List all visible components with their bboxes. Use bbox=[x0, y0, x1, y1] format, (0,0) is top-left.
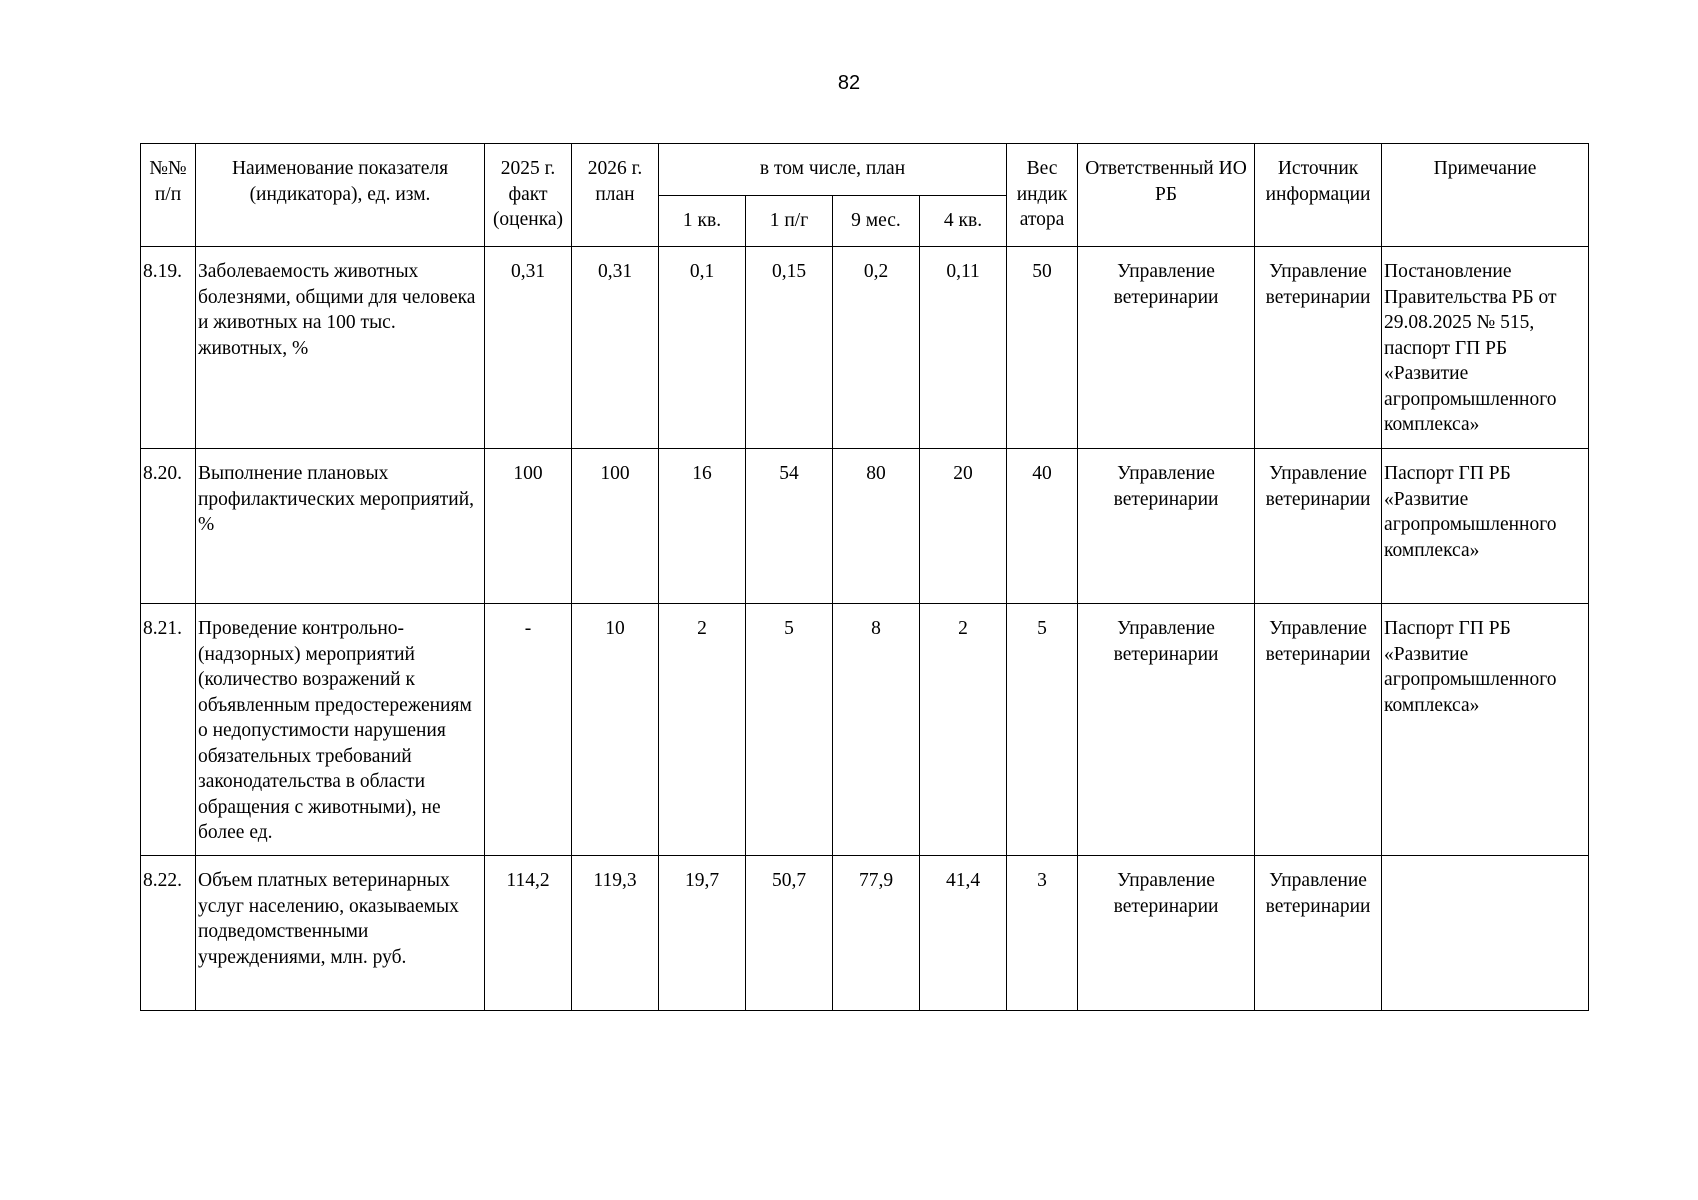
row-9m: 8 bbox=[833, 604, 920, 856]
header-note: Примечание bbox=[1382, 144, 1589, 247]
row-9m: 77,9 bbox=[833, 856, 920, 1011]
row-q1: 19,7 bbox=[659, 856, 746, 1011]
row-plan-2026: 0,31 bbox=[572, 247, 659, 449]
row-responsible: Управление ветеринарии bbox=[1078, 247, 1255, 449]
row-9m: 80 bbox=[833, 449, 920, 604]
row-name: Выполнение плановых профилактических мероприятий, % bbox=[196, 449, 485, 604]
header-source: Источник информации bbox=[1255, 144, 1382, 247]
row-responsible: Управление ветеринарии bbox=[1078, 856, 1255, 1011]
table-header-row bbox=[141, 144, 1589, 196]
header-name: Наименование показателя (индикатора), ед. изм. bbox=[196, 144, 485, 247]
row-source: Управление ветеринарии bbox=[1255, 449, 1382, 604]
row-plan-2026: 100 bbox=[572, 449, 659, 604]
row-q1: 16 bbox=[659, 449, 746, 604]
table-row bbox=[141, 247, 1589, 449]
row-name: Заболеваемость животных болезнями, общими для человека и животных на 100 тыс. животных, % bbox=[196, 247, 485, 449]
row-9m: 0,2 bbox=[833, 247, 920, 449]
row-fact-2025: 114,2 bbox=[485, 856, 572, 1011]
row-plan-2026: 10 bbox=[572, 604, 659, 856]
row-num: 8.22. bbox=[141, 856, 196, 1011]
row-responsible: Управление ветеринарии bbox=[1078, 449, 1255, 604]
row-plan-2026: 119,3 bbox=[572, 856, 659, 1011]
row-fact-2025: 0,31 bbox=[485, 247, 572, 449]
row-source: Управление ветеринарии bbox=[1255, 604, 1382, 856]
header-weight: Вес индик атора bbox=[1007, 144, 1078, 247]
header-num: №№ п/п bbox=[141, 144, 196, 247]
row-num: 8.19. bbox=[141, 247, 196, 449]
header-q1: 1 кв. bbox=[659, 196, 746, 247]
row-weight: 40 bbox=[1007, 449, 1078, 604]
row-h1: 0,15 bbox=[746, 247, 833, 449]
row-note: Постановление Правительства РБ от 29.08.2025 № 515, паспорт ГП РБ «Развитие агропромышленного комплекса» bbox=[1382, 247, 1589, 449]
header-including-plan: в том числе, план bbox=[659, 144, 1007, 196]
row-fact-2025: 100 bbox=[485, 449, 572, 604]
row-q4: 0,11 bbox=[920, 247, 1007, 449]
row-q1: 0,1 bbox=[659, 247, 746, 449]
row-num: 8.20. bbox=[141, 449, 196, 604]
row-source: Управление ветеринарии bbox=[1255, 856, 1382, 1011]
header-h1: 1 п/г bbox=[746, 196, 833, 247]
row-q4: 20 bbox=[920, 449, 1007, 604]
page-number: 82 bbox=[837, 72, 861, 94]
row-h1: 54 bbox=[746, 449, 833, 604]
table-row bbox=[141, 449, 1589, 604]
header-q4: 4 кв. bbox=[920, 196, 1007, 247]
indicators-table bbox=[140, 143, 1589, 1011]
row-q4: 41,4 bbox=[920, 856, 1007, 1011]
row-source: Управление ветеринарии bbox=[1255, 247, 1382, 449]
header-9m: 9 мес. bbox=[833, 196, 920, 247]
header-fact-2025: 2025 г. факт (оценка) bbox=[485, 144, 572, 247]
row-weight: 5 bbox=[1007, 604, 1078, 856]
row-h1: 5 bbox=[746, 604, 833, 856]
row-weight: 3 bbox=[1007, 856, 1078, 1011]
row-fact-2025: - bbox=[485, 604, 572, 856]
row-note: Паспорт ГП РБ «Развитие агропромышленного комплекса» bbox=[1382, 604, 1589, 856]
header-plan-2026: 2026 г. план bbox=[572, 144, 659, 247]
row-responsible: Управление ветеринарии bbox=[1078, 604, 1255, 856]
row-q4: 2 bbox=[920, 604, 1007, 856]
table-row bbox=[141, 856, 1589, 1011]
header-responsible: Ответственный ИО РБ bbox=[1078, 144, 1255, 247]
table-row bbox=[141, 604, 1589, 856]
row-name: Объем платных ветеринарных услуг населению, оказываемых подведомственными учреждениями, млн. руб. bbox=[196, 856, 485, 1011]
row-note bbox=[1382, 856, 1589, 1011]
row-num: 8.21. bbox=[141, 604, 196, 856]
row-q1: 2 bbox=[659, 604, 746, 856]
row-name: Проведение контрольно-(надзорных) мероприятий (количество возражений к объявленным предостережениям о недопустимости нарушения обязательных требований законодательства в области обращения с животными), не более ед. bbox=[196, 604, 485, 856]
row-h1: 50,7 bbox=[746, 856, 833, 1011]
row-note: Паспорт ГП РБ «Развитие агропромышленного комплекса» bbox=[1382, 449, 1589, 604]
row-weight: 50 bbox=[1007, 247, 1078, 449]
